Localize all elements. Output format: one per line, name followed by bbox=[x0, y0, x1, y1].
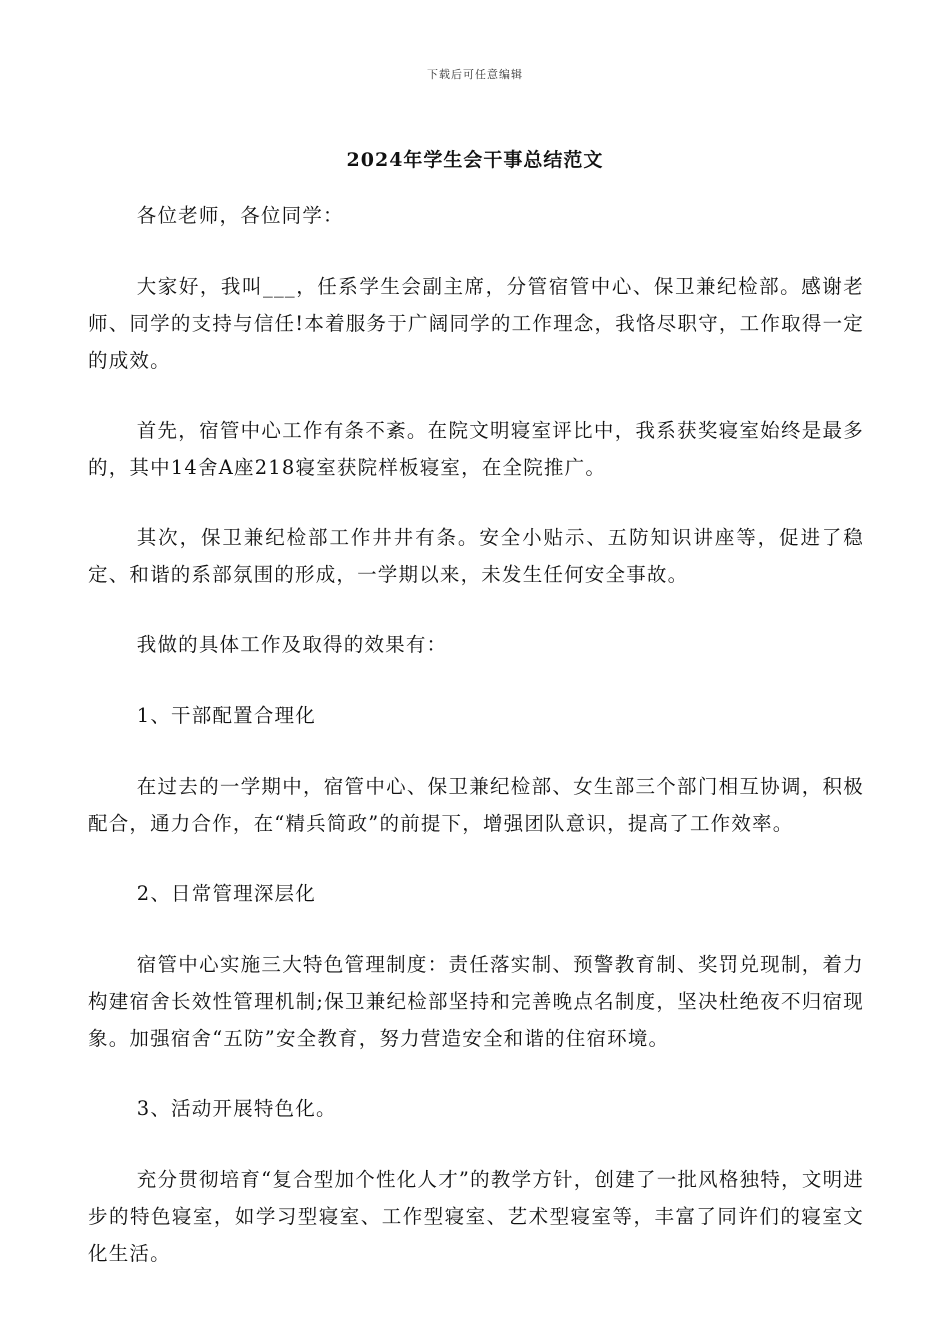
document-body bbox=[88, 197, 864, 1305]
paragraph-security: 其次，保卫兼纪检部工作井井有条。安全小贴示、五防知识讲座等，促进了稳定、和谐的系部氛围的形成，一学期以来，未发生任何安全事故。 bbox=[88, 526, 864, 586]
salutation: 各位老师，各位同学： bbox=[136, 204, 344, 227]
paragraph-section-2: 宿管中心实施三大特色管理制度：责任落实制、预警教育制、奖罚兑现制，着力构建宿舍长效性管理机制;保卫兼纪检部坚持和完善晚点名制度，坚决杜绝夜不归宿现象。加强宿舍“五防”安全教育，努力营造安全和谐的住宿环境。 bbox=[88, 953, 864, 1050]
document-title: 2024年学生会干事总结范文 bbox=[346, 149, 604, 171]
paragraph-section-1: 在过去的一学期中，宿管中心、保卫兼纪检部、女生部三个部门相互协调，积极配合，通力合作，在“精兵简政”的前提下，增强团队意识，提高了工作效率。 bbox=[88, 775, 864, 835]
section-heading-1: 1、干部配置合理化 bbox=[136, 704, 316, 727]
paragraph-dorm-center: 首先，宿管中心工作有条不紊。在院文明寝室评比中，我系获奖寝室始终是最多的，其中14舍A座218寝室获院样板寝室，在全院推广。 bbox=[88, 419, 864, 479]
paragraph-intro: 大家好，我叫___，任系学生会副主席，分管宿管中心、保卫兼纪检部。感谢老师、同学的支持与信任!本着服务于广阔同学的工作理念，我恪尽职守，工作取得一定的成效。 bbox=[88, 275, 864, 372]
paragraph-work-lead: 我做的具体工作及取得的效果有： bbox=[136, 633, 448, 656]
section-heading-2: 2、日常管理深层化 bbox=[136, 882, 316, 905]
paragraph-section-3: 充分贯彻培育“复合型加个性化人才”的教学方针，创建了一批风格独特，文明进步的特色寝室，如学习型寝室、工作型寝室、艺术型寝室等，丰富了同许们的寝室文化生活。 bbox=[88, 1168, 864, 1265]
section-heading-3: 3、活动开展特色化。 bbox=[136, 1097, 337, 1120]
header-note: 下载后可任意编辑 bbox=[427, 68, 523, 81]
